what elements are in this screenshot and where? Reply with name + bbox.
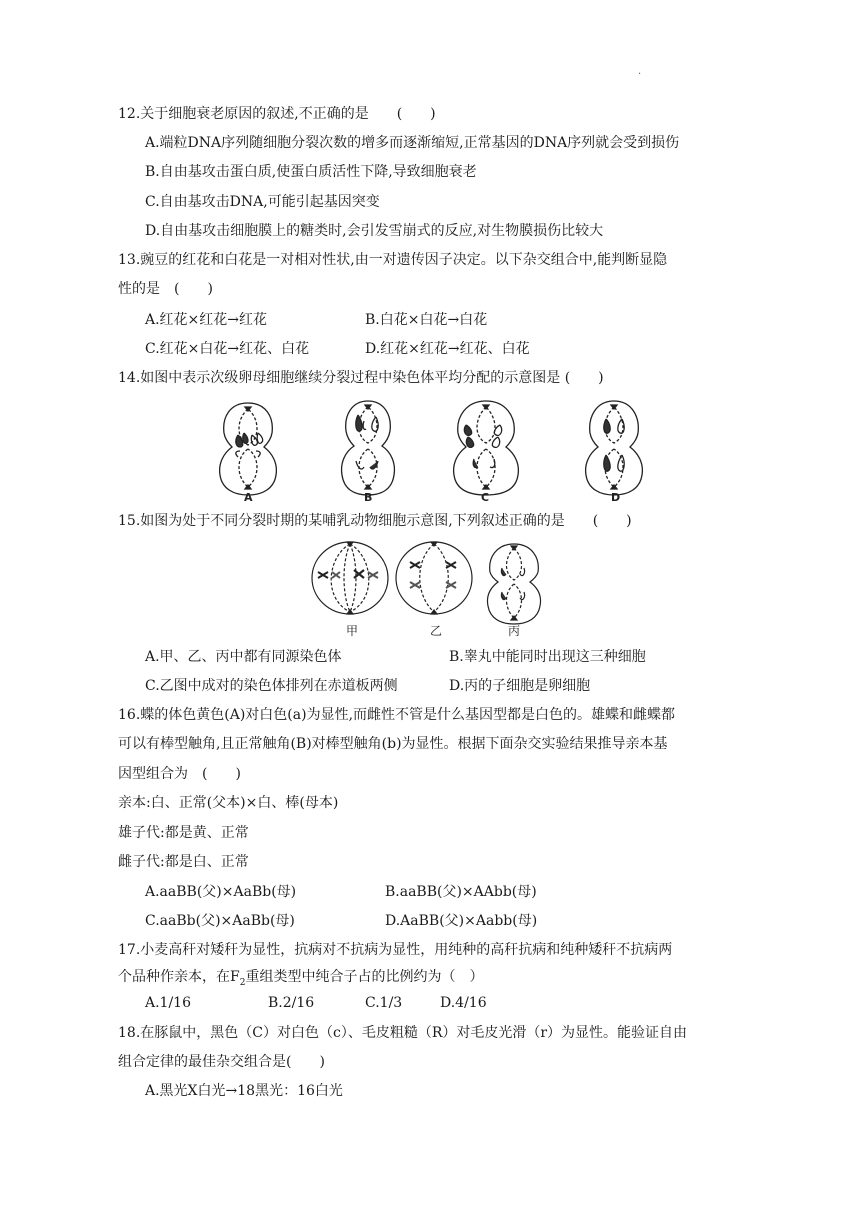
- q16-option-a: A.aaBB(父)×AaBb(母): [145, 884, 297, 900]
- q16-stem-line1: 16.蝶的体色黄色(A)对白色(a)为显性,而雌性不管是什么基因型都是白色的。雄蝶和雌蝶都: [118, 707, 676, 723]
- q12-option-a: A.端粒DNA序列随细胞分裂次数的增多而逐渐缩短,正常基因的DNA序列就会受到损伤: [145, 135, 680, 151]
- q17-option-d: D.4/16: [440, 995, 487, 1011]
- q15-stem: 15.如图为处于不同分裂时期的某哺乳动物细胞示意图,下列叙述正确的是 ( ): [118, 513, 632, 529]
- q14-label-a: A: [244, 491, 253, 503]
- q12-stem: 12.关于细胞衰老原因的叙述,不正确的是 ( ): [118, 106, 436, 122]
- q18-option-a: A.黑光X白光→18黑光：16白光: [145, 1083, 343, 1099]
- q14-label-b: B: [364, 491, 373, 503]
- q17-stem-line1: 17.小麦高秆对矮秆为显性，抗病对不抗病为显性，用纯种的高秆抗病和纯种矮秆不抗病两: [118, 942, 673, 958]
- cell-c: [454, 401, 519, 495]
- q17-stem-line2-b: 重组类型中纯合子占的比例约为（ ）: [245, 969, 484, 985]
- q17-stem-line2: [118, 968, 483, 992]
- q13-option-d: D.红花×红花→红花、白花: [365, 341, 530, 357]
- q18-stem-line2: 组合定律的最佳杂交组合是( ): [118, 1054, 325, 1070]
- cell-a: [220, 403, 277, 495]
- q16-female-offspring: 雌子代:都是白、正常: [118, 854, 249, 870]
- q15-option-d: D.丙的子细胞是卵细胞: [449, 678, 591, 694]
- q15-option-c: C.乙图中成对的染色体排列在赤道板两侧: [145, 678, 398, 694]
- q14-label-c: C: [481, 491, 490, 503]
- q13-stem-line1: 13.豌豆的红花和白花是一对相对性状,由一对遗传因子决定。以下杂交组合中,能判断显隐: [118, 252, 668, 268]
- q17-option-a: A.1/16: [145, 995, 191, 1011]
- q17-option-c: C.1/3: [365, 995, 403, 1011]
- q16-stem-line2: 可以有棒型触角,且正常触角(B)对棒型触角(b)为显性。根据下面杂交实验结果推导亲本基: [118, 736, 668, 752]
- q12-option-b: B.自由基攻击蛋白质,使蛋白质活性下降,导致细胞衰老: [145, 164, 477, 180]
- q16-parents: 亲本:白、正常(父本)×白、棒(母本): [118, 795, 339, 811]
- cell-yi: [396, 542, 472, 614]
- q17-stem-line2-a: 个品种作亲本，在F: [118, 969, 240, 985]
- q13-option-b: B.白花×白花→白花: [365, 312, 488, 328]
- q13-option-c: C.红花×白花→红花、白花: [145, 341, 310, 357]
- q15-option-a: A.甲、乙、丙中都有同源染色体: [145, 649, 342, 665]
- q13-stem-line2: 性的是 ( ): [118, 281, 213, 297]
- q13-option-a: A.红花×红花→红花: [145, 312, 268, 328]
- q15-label-yi: 乙: [430, 624, 443, 638]
- q16-option-b: B.aaBB(父)×AAbb(母): [385, 884, 537, 900]
- cell-bing: [487, 544, 540, 624]
- cell-jia: [312, 542, 388, 614]
- q14-figure: [214, 395, 644, 503]
- header-mark: .: [638, 66, 642, 77]
- q16-option-c: C.aaBb(父)×AaBb(母): [145, 913, 295, 929]
- cell-d: [586, 401, 643, 495]
- q16-option-d: D.AaBB(父)×Aabb(母): [385, 913, 538, 929]
- q17-option-b: B.2/16: [268, 995, 315, 1011]
- q15-label-jia: 甲: [346, 624, 359, 638]
- q18-stem-line1: 18.在豚鼠中，黑色（C）对白色（c）、毛皮粗糙（R）对毛皮光滑（r）为显性。能验证自由: [118, 1025, 688, 1041]
- cell-b: [342, 401, 395, 495]
- q14-label-d: D: [611, 491, 621, 503]
- q17-f2-subscript: 2: [239, 977, 246, 988]
- q15-label-bing: 丙: [508, 624, 521, 638]
- q16-stem-line3: 因型组合为 ( ): [118, 766, 241, 782]
- q14-stem: 14.如图中表示次级卵母细胞继续分裂过程中染色体平均分配的示意图是 ( ): [118, 370, 604, 386]
- q12-option-d: D.自由基攻击细胞膜上的糖类时,会引发雪崩式的反应,对生物膜损伤比较大: [145, 223, 604, 239]
- q15-option-b: B.睾丸中能同时出现这三种细胞: [449, 649, 646, 665]
- q16-male-offspring: 雄子代:都是黄、正常: [118, 825, 249, 841]
- q12-option-c: C.自由基攻击DNA,可能引起基因突变: [145, 194, 380, 210]
- q15-figure: [308, 538, 558, 640]
